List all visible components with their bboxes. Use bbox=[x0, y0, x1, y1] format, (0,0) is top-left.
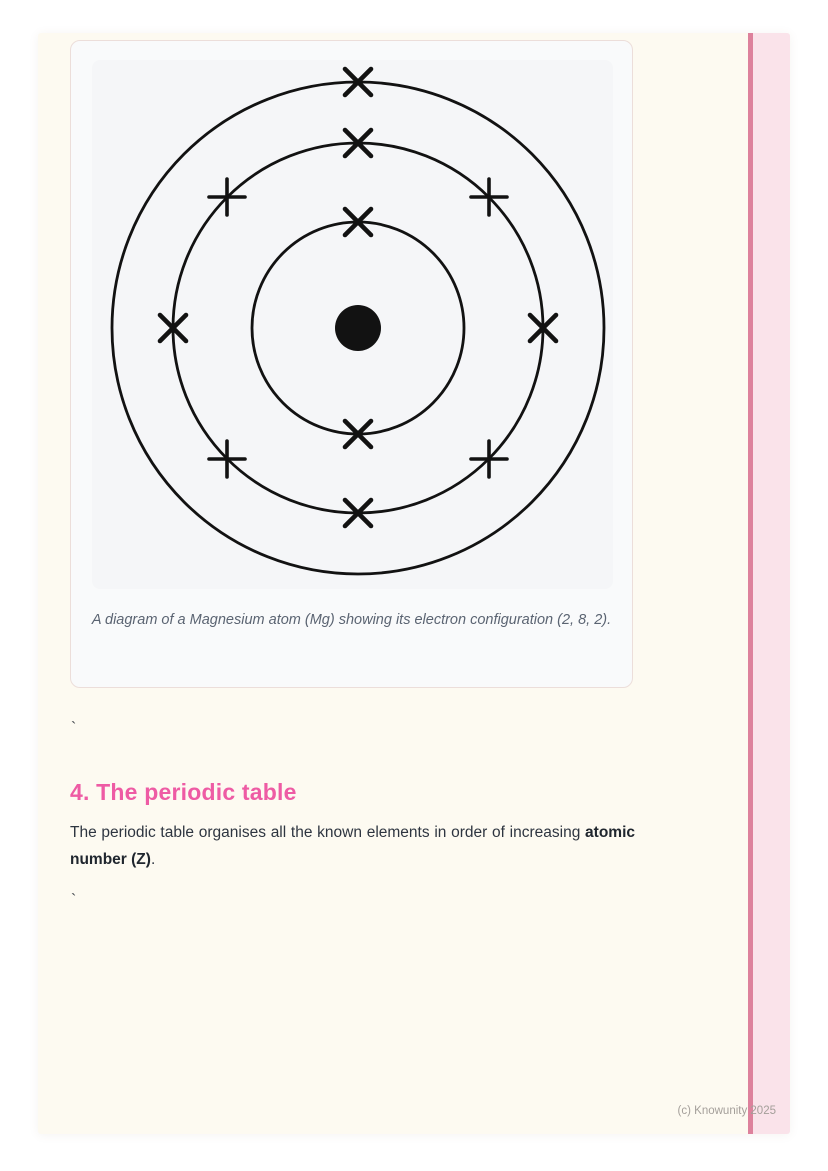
body-paragraph bbox=[70, 819, 635, 873]
nucleus bbox=[335, 305, 381, 351]
figure-card bbox=[70, 40, 633, 688]
figure-caption: A diagram of a Magnesium atom (Mg) showing its electron configuration (2, 8, 2). bbox=[91, 612, 612, 628]
page-edge-stripe bbox=[748, 33, 790, 1134]
section-heading: 4. The periodic table bbox=[70, 779, 297, 805]
paragraph-period: . bbox=[150, 851, 156, 868]
paragraph-bold-text: atomic number (Z) bbox=[70, 824, 635, 868]
paragraph-text: The periodic table organises all the known elements in order of increasing bbox=[70, 824, 586, 841]
stray-backtick-1: ` bbox=[71, 720, 77, 737]
stray-backtick-2: ` bbox=[71, 892, 77, 909]
document-page bbox=[38, 33, 790, 1134]
stripe-accent-line bbox=[748, 33, 753, 1134]
copyright-footer: (c) Knowunity 2025 bbox=[677, 1105, 776, 1117]
bohr-model-diagram bbox=[92, 60, 613, 589]
atom-diagram-image bbox=[92, 60, 613, 589]
